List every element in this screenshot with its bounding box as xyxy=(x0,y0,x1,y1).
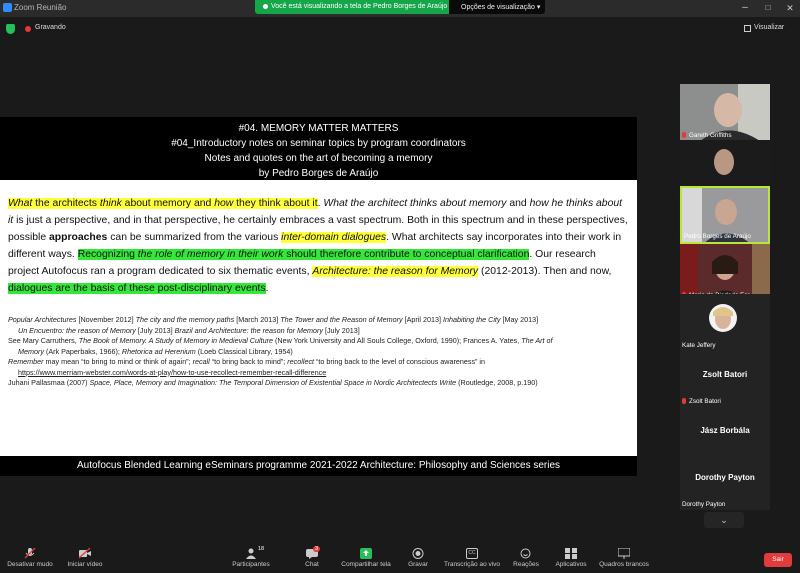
recording-label: Gravando xyxy=(35,24,66,31)
participant-name: Pedro Borges de Araújo xyxy=(684,233,751,240)
text-span: [July 2013] xyxy=(135,325,175,335)
text-span: . What architects say incorporates into their work in different ways. xyxy=(8,232,622,260)
whiteboards-label: Quadros brancos xyxy=(599,561,649,568)
text-span: See Mary Carruthers, xyxy=(8,336,79,345)
text-span xyxy=(78,249,530,260)
text-span: recollect xyxy=(287,357,315,366)
share-screen-label: Compartilhar tela xyxy=(341,561,391,568)
live-transcript-button[interactable] xyxy=(441,545,503,568)
unmute-button[interactable] xyxy=(4,545,56,568)
share-indicator-icon xyxy=(263,4,268,9)
window-title: Zoom Reunião xyxy=(14,3,67,12)
mic-muted-icon xyxy=(682,398,686,404)
slide-paragraph xyxy=(8,195,628,297)
text-span: . xyxy=(265,283,269,294)
text-span: . Our research project Autofocus ran a program dedicated to six thematic events, xyxy=(8,249,596,277)
text-span: The city and the memory paths xyxy=(135,315,235,324)
text-span: [May 2013] xyxy=(500,315,539,324)
meeting-toolbar xyxy=(0,545,800,573)
maximize-button[interactable]: □ xyxy=(765,3,771,12)
meeting-status-bar xyxy=(0,17,800,41)
apps-grid-icon xyxy=(565,548,577,559)
recording-icon xyxy=(25,26,31,32)
shared-screen xyxy=(0,117,637,476)
text-span: Remember xyxy=(8,357,44,366)
footnote-1-cont xyxy=(8,326,633,337)
live-transcript-label: Transcrição ao vivo xyxy=(443,561,501,568)
footnote-3 xyxy=(8,357,633,368)
slide-footer: Autofocus Blended Learning eSeminars programme 2021-2022 Architecture: Philosophy and Sciences series xyxy=(0,456,637,476)
apps-button[interactable] xyxy=(552,545,590,568)
participant-tile[interactable] xyxy=(680,244,770,301)
participant-name: Zsolt Batori xyxy=(682,398,721,405)
participants-label: Participantes xyxy=(232,561,270,568)
participant-display-name: Jász Borbála xyxy=(700,426,750,435)
footnote-2-cont xyxy=(8,347,633,358)
text-span: . xyxy=(317,198,324,209)
close-button[interactable]: ✕ xyxy=(786,3,794,13)
zoom-logo-icon xyxy=(3,3,12,12)
text-span: “to bring back to mind”; xyxy=(209,357,288,366)
text-span: how he thinks about it xyxy=(8,198,623,226)
text-span: about memory and xyxy=(121,198,215,209)
text-span: (New York University and All Souls College, Oxford, 1990); Frances A. Yates, xyxy=(272,336,522,345)
view-options-button[interactable] xyxy=(449,0,545,14)
slide-subtitle: #04_Introductory notes on seminar topics by program coordinators xyxy=(171,138,466,149)
text-span: [March 2013] xyxy=(234,315,281,324)
text-span: Inhabiting the City xyxy=(442,315,501,324)
view-options-label: Opções de visualização xyxy=(461,4,535,11)
text-span: Un Encuentro: the reason of Memory xyxy=(18,325,136,335)
text-span: the role of memory in their work xyxy=(137,249,284,260)
grid-view-icon xyxy=(744,25,751,32)
text-span: Architecture: the reason for Memory xyxy=(312,266,479,277)
text-span: Space, Place, Memory and Imagination: The Temporal Dimension of Existential Space in Nordic Architectects Write xyxy=(89,378,457,387)
footnote-link: https://www.merriam-webster.com/words-at-play/how-to-use-recollect-remember-recall-difference xyxy=(18,367,327,377)
text-span: (Ark Paperbaks, 1966); xyxy=(43,346,122,356)
text-span: can be summarized from the various xyxy=(107,232,282,243)
text-span: [July 2013] xyxy=(322,325,360,335)
text-span: Brazil and Architecture: the reason for Memory xyxy=(174,325,323,335)
participant-tile[interactable] xyxy=(680,84,770,141)
record-icon xyxy=(412,548,424,559)
slide-author: by Pedro Borges de Araújo xyxy=(258,168,379,179)
text-span: how xyxy=(214,198,234,209)
mic-muted-icon xyxy=(682,132,686,138)
chat-button[interactable] xyxy=(297,545,327,568)
text-span: may mean “to bring to mind or think of again”; xyxy=(43,357,193,366)
start-video-button[interactable] xyxy=(62,545,108,568)
chat-label: Chat xyxy=(305,561,319,568)
unmute-label: Desativar mudo xyxy=(7,561,53,568)
start-video-label: Iniciar vídeo xyxy=(67,561,103,568)
record-button[interactable] xyxy=(404,545,432,568)
text-span: recall xyxy=(192,357,210,366)
text-span: the architects xyxy=(32,198,100,209)
text-span: inter-domain dialogues xyxy=(281,232,387,243)
participants-count: 18 xyxy=(258,546,265,552)
apps-label: Aplicativos xyxy=(555,561,587,568)
share-screen-icon xyxy=(360,548,372,559)
minimize-button[interactable]: – xyxy=(742,2,748,13)
participant-display-name: Dorothy Payton xyxy=(695,473,755,482)
text-span: (Loeb Classical Library, 1954) xyxy=(195,346,293,356)
scroll-down-button[interactable] xyxy=(704,512,744,528)
footnote-4 xyxy=(8,378,633,389)
text-span: Popular Architectures xyxy=(8,315,77,324)
text-span: is just a perspective, and in that perspective, he certainly embraces a vast spectrum. Both in this spectrum and in these perspectives, possible xyxy=(8,215,628,243)
view-button[interactable]: Visualizar xyxy=(754,24,785,31)
text-span: should therefore contribute to conceptual clarification xyxy=(283,249,530,260)
whiteboards-button[interactable] xyxy=(597,545,651,568)
microphone-muted-icon xyxy=(24,548,36,559)
text-span: Recognizing xyxy=(77,249,138,260)
camera-off-icon xyxy=(79,548,91,559)
participants-icon xyxy=(245,548,257,559)
participant-tile[interactable] xyxy=(680,350,770,407)
text-span: The Art of xyxy=(521,336,553,345)
chevron-down-icon: ▾ xyxy=(536,4,541,11)
text-span xyxy=(8,198,318,209)
smile-plus-icon xyxy=(520,548,532,559)
participant-display-name: Zsolt Batori xyxy=(702,370,748,379)
closed-caption-icon: CC xyxy=(466,548,478,559)
slide-header xyxy=(0,117,637,180)
whiteboard-icon xyxy=(618,548,630,559)
reactions-button[interactable] xyxy=(512,545,540,568)
share-screen-button[interactable] xyxy=(338,545,394,568)
leave-button[interactable]: Sair xyxy=(764,553,792,567)
text-span: [November 2012] xyxy=(76,315,136,324)
text-span: think xyxy=(99,198,122,209)
security-shield-icon[interactable] xyxy=(6,24,15,34)
chevron-down-icon: ⌄ xyxy=(720,515,728,525)
text-span: dialogues are the basis of these post-disciplinary events xyxy=(8,283,266,294)
text-span: The Book of Memory. A Study of Memory in Medieval Culture xyxy=(78,336,273,345)
text-span: they think about it xyxy=(233,198,318,209)
participant-tile[interactable] xyxy=(680,294,770,351)
reactions-label: Reações xyxy=(513,561,539,568)
footnote-1 xyxy=(8,315,633,326)
participant-name: Kate Jeffery xyxy=(682,342,716,349)
slide-footnotes xyxy=(8,315,633,389)
text-span: What the architect thinks about memory xyxy=(323,198,507,209)
footnote-2 xyxy=(8,336,633,347)
title-bar xyxy=(0,0,800,17)
text-span: “to bring back to the level of conscious awareness” in xyxy=(314,357,486,366)
record-label: Gravar xyxy=(408,561,428,568)
text-span: [April 2013] xyxy=(402,315,443,324)
participant-name: Dorothy Payton xyxy=(682,501,726,508)
text-span: Memory xyxy=(18,346,44,356)
participant-name: Gareth Griffiths xyxy=(682,132,732,139)
participants-button[interactable] xyxy=(228,545,274,568)
text-span: Juhani Pallasmaa (2007) xyxy=(8,378,90,387)
text-span: and xyxy=(506,198,530,209)
participant-tile-active-speaker[interactable] xyxy=(680,186,770,244)
chat-unread-badge: 3 xyxy=(315,546,319,552)
share-banner xyxy=(255,0,449,14)
slide-title: #04. MEMORY MATTER MATTERS xyxy=(238,123,399,134)
text-span: (2012-2013). Then and now, xyxy=(478,266,612,277)
text-span: (Routledge, 2008, p.190) xyxy=(456,378,538,387)
text-span: What xyxy=(8,198,33,209)
text-span: Rhetorica ad Herenium xyxy=(121,346,196,356)
participant-tile[interactable] xyxy=(680,453,770,510)
slide-subtitle-2: Notes and quotes on the art of becoming a memory xyxy=(204,153,433,164)
text-span: approaches xyxy=(49,232,108,243)
share-banner-text: Você está visualizando a tela de Pedro Borges de Araújo xyxy=(271,3,448,10)
text-span: The Tower and the Reason of Memory xyxy=(280,315,403,324)
